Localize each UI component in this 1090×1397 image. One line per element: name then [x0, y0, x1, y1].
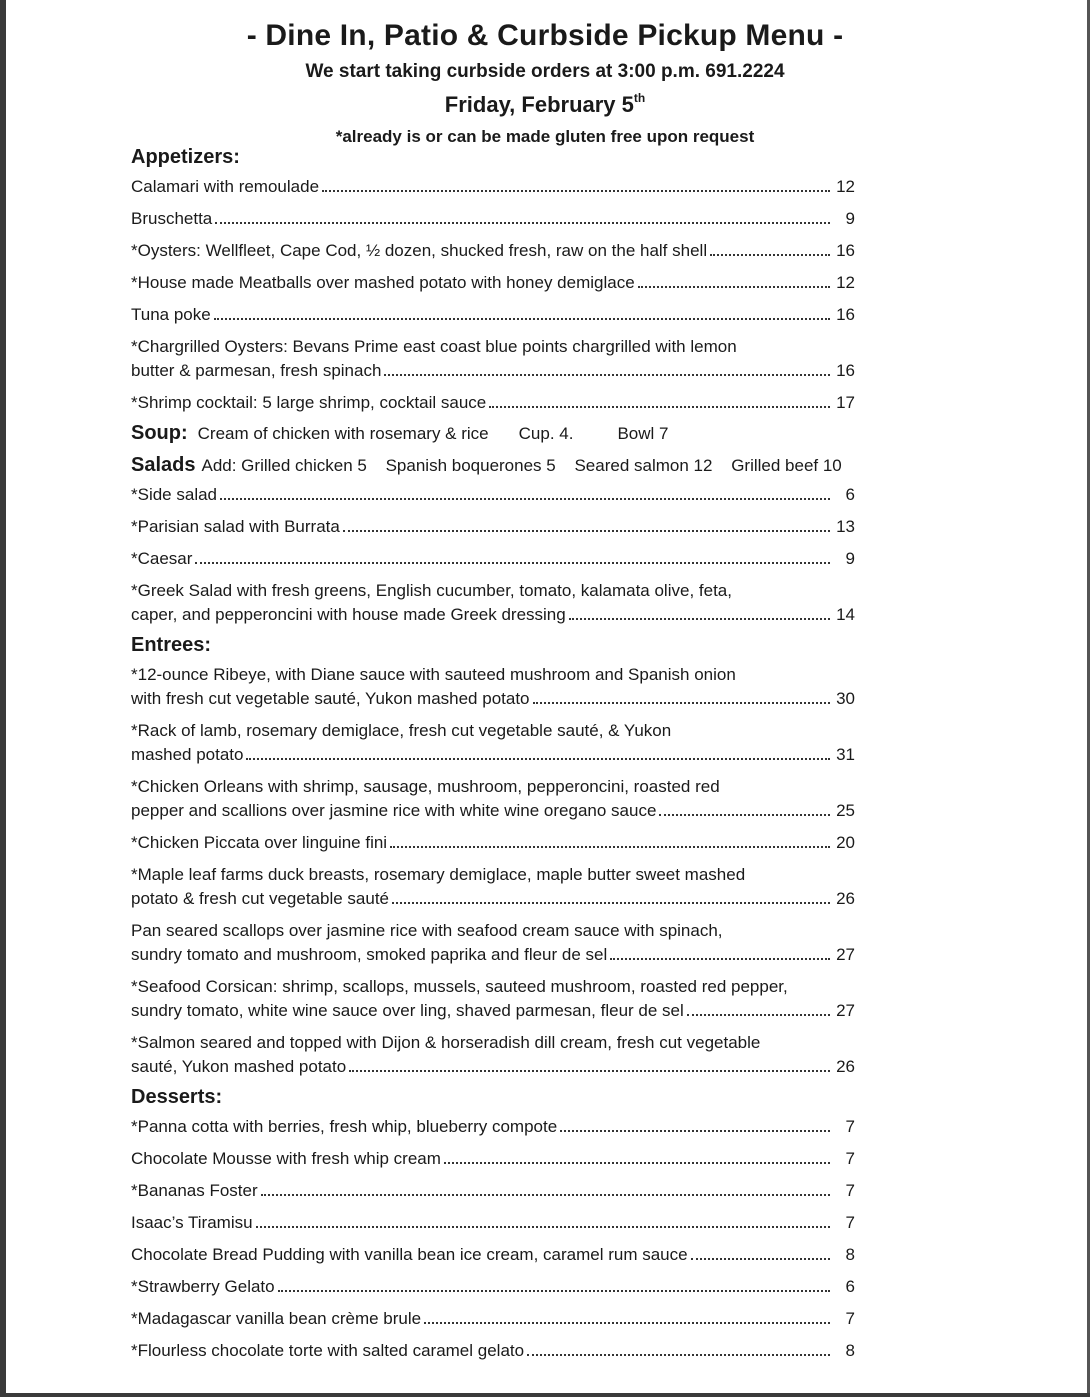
menu-item-row [131, 359, 855, 383]
menu-item-price: 7 [845, 1149, 855, 1168]
menu-item-price: 6 [845, 485, 855, 504]
menu-item-row [131, 687, 855, 711]
menu-item-text: sundry tomato, white wine sauce over ling, shaved parmesan, fleur de sel [131, 1001, 684, 1020]
menu-item-text: Calamari with remoulade [131, 177, 320, 196]
menu-item-price: 16 [836, 361, 855, 380]
dot-leader [261, 1193, 830, 1196]
menu-item-price: 12 [836, 177, 855, 196]
dot-leader [691, 1257, 830, 1260]
menu-item-text: *Panna cotta with berries, fresh whip, blueberry compote [131, 1117, 558, 1136]
menu-item-row [131, 483, 855, 507]
menu-item [131, 919, 855, 967]
dot-leader [390, 845, 830, 848]
menu-item-text: Chocolate Bread Pudding with vanilla bean ice cream, caramel rum sauce [131, 1245, 688, 1264]
dot-leader [349, 1069, 830, 1072]
menu-item [131, 775, 855, 823]
menu-item-price: 16 [836, 241, 855, 260]
dot-leader [533, 701, 830, 704]
menu-item-row [131, 1243, 855, 1267]
desserts-list [131, 1115, 855, 1363]
menu-date-suffix: th [633, 91, 646, 105]
menu-item-row [131, 831, 855, 855]
gluten-free-note: *already is or can be made gluten free upon request [335, 127, 755, 146]
menu-item-text: *12-ounce Ribeye, with Diane sauce with sauteed mushroom and Spanish onion [131, 665, 736, 684]
menu-item-text: *Maple leaf farms duck breasts, rosemary demiglace, maple butter sweet mashed [131, 865, 746, 884]
menu-item-text: *Chicken Orleans with shrimp, sausage, mushroom, pepperoncini, roasted red [131, 777, 720, 796]
menu-item-text: *Seafood Corsican: shrimp, scallops, mussels, sauteed mushroom, roasted red pepper, [131, 977, 788, 996]
menu-item-row [131, 603, 855, 627]
menu-item-row [131, 1307, 855, 1331]
menu-item [131, 547, 855, 571]
curbside-note: We start taking curbside orders at 3:00 p.m. 691.2224 [305, 61, 785, 82]
menu-date-text: Friday, February 5 [444, 92, 634, 117]
menu-item [131, 975, 855, 1023]
menu-item-price: 14 [836, 605, 855, 624]
menu-item-text: Bruschetta [131, 209, 213, 228]
menu-item [131, 1031, 855, 1079]
menu-item-text: *House made Meatballs over mashed potato with honey demiglace [131, 273, 635, 292]
menu-item-price: 8 [845, 1341, 855, 1360]
menu-item [131, 271, 855, 295]
salad-add-on: Grilled beef 10 [731, 456, 842, 475]
menu-item-text: *Salmon seared and topped with Dijon & horseradish dill cream, fresh cut vegetable [131, 1033, 761, 1052]
menu-item-row [131, 943, 855, 967]
frame-bottom-border [0, 1393, 1090, 1397]
dot-leader [687, 1013, 830, 1016]
soup-cup-price: Cup. 4. [518, 424, 574, 443]
appetizers-list [131, 175, 855, 415]
menu-item-row [131, 999, 855, 1023]
menu-body [131, 143, 855, 1363]
salads-heading: Salads [131, 454, 196, 476]
dot-leader [256, 1225, 830, 1228]
entrees-heading: Entrees: [131, 634, 212, 656]
menu-item-row [131, 303, 855, 327]
menu-item-text: with fresh cut vegetable sauté, Yukon mashed potato [131, 689, 530, 708]
dot-leader [444, 1161, 830, 1164]
menu-item [131, 579, 855, 627]
soup-section [131, 419, 855, 447]
dot-leader [638, 285, 830, 288]
menu-item-row [131, 1179, 855, 1203]
entrees-list [131, 663, 855, 1079]
menu-item-text: sauté, Yukon mashed potato [131, 1057, 347, 1076]
dot-leader [384, 373, 830, 376]
menu-item-text: *Madagascar vanilla bean crème brule [131, 1309, 422, 1328]
dot-leader [214, 317, 830, 320]
menu-item-row [131, 1339, 855, 1363]
menu-item-text: *Chicken Piccata over linguine fini [131, 833, 388, 852]
menu-item-row [131, 1211, 855, 1235]
menu-item-price: 25 [836, 801, 855, 820]
menu-item [131, 663, 855, 711]
salad-add-on: Add: Grilled chicken 5 [201, 456, 367, 475]
menu-item [131, 1243, 855, 1267]
menu-item-text: potato & fresh cut vegetable sauté [131, 889, 390, 908]
menu-item-text: caper, and pepperoncini with house made Greek dressing [131, 605, 566, 624]
menu-item [131, 391, 855, 415]
menu-item-text: pepper and scallions over jasmine rice with white wine oregano sauce [131, 801, 657, 820]
menu-item-text: *Rack of lamb, rosemary demiglace, fresh cut vegetable sauté, & Yukon [131, 721, 672, 740]
menu-item-text: *Shrimp cocktail: 5 large shrimp, cocktail sauce [131, 393, 487, 412]
dot-leader [215, 221, 830, 224]
dot-leader [710, 253, 830, 256]
menu-item [131, 303, 855, 327]
menu-item-text: Isaac’s Tiramisu [131, 1213, 253, 1232]
menu-item-row [131, 1147, 855, 1171]
desserts-heading: Desserts: [131, 1086, 223, 1108]
dot-leader [195, 561, 830, 564]
menu-title: - Dine In, Patio & Curbside Pickup Menu - [246, 19, 844, 52]
menu-item-row [131, 391, 855, 415]
menu-item-price: 30 [836, 689, 855, 708]
salads-list [131, 483, 855, 627]
appetizers-heading: Appetizers: [131, 146, 240, 168]
menu-item-row [131, 271, 855, 295]
soup-bowl-price: Bowl 7 [617, 424, 669, 443]
salad-add-ons [201, 453, 841, 479]
menu-item-text: *Flourless chocolate torte with salted caramel gelato [131, 1341, 525, 1360]
menu-item-text: mashed potato [131, 745, 244, 764]
menu-item-price: 7 [845, 1309, 855, 1328]
menu-item-row [131, 239, 855, 263]
menu-item-price: 7 [845, 1181, 855, 1200]
menu-item-price: 17 [836, 393, 855, 412]
menu-item-text: butter & parmesan, fresh spinach [131, 361, 382, 380]
menu-item-price: 9 [845, 209, 855, 228]
menu-item-price: 20 [836, 833, 855, 852]
menu-item [131, 831, 855, 855]
menu-item-text: *Oysters: Wellfleet, Cape Cod, ½ dozen, shucked fresh, raw on the half shell [131, 241, 708, 260]
menu-item [131, 239, 855, 263]
menu-item-row [131, 207, 855, 231]
menu-item [131, 207, 855, 231]
dot-leader [278, 1289, 830, 1292]
menu-item-price: 7 [845, 1213, 855, 1232]
dot-leader [560, 1129, 830, 1132]
menu-item-text: *Caesar [131, 549, 193, 568]
frame-left-border [0, 0, 6, 1397]
menu-item-row [131, 799, 855, 823]
menu-item-price: 9 [845, 549, 855, 568]
dot-leader [569, 617, 830, 620]
menu-item-row [131, 1275, 855, 1299]
menu-item-row [131, 515, 855, 539]
menu-item [131, 1211, 855, 1235]
menu-item [131, 1307, 855, 1331]
menu-item-text: *Bananas Foster [131, 1181, 258, 1200]
menu-item-price: 7 [845, 1117, 855, 1136]
menu-item-price: 27 [836, 1001, 855, 1020]
menu-item-text: Tuna poke [131, 305, 211, 324]
menu-item-price: 12 [836, 273, 855, 292]
soup-heading: Soup: [131, 422, 188, 444]
soup-description: Cream of chicken with rosemary & rice [197, 424, 489, 443]
salads-section [131, 451, 855, 479]
dot-leader [392, 901, 830, 904]
menu-item-price: 31 [836, 745, 855, 764]
menu-item-text: Pan seared scallops over jasmine rice with seafood cream sauce with spinach, [131, 921, 723, 940]
menu-item-row [131, 743, 855, 767]
menu-item-text: sundry tomato and mushroom, smoked paprika and fleur de sel [131, 945, 608, 964]
dot-leader [343, 529, 830, 532]
menu-item-row [131, 1055, 855, 1079]
menu-item [131, 1275, 855, 1299]
menu-item-text: *Parisian salad with Burrata [131, 517, 340, 536]
dot-leader [659, 813, 830, 816]
dot-leader [424, 1321, 830, 1324]
menu-item-row [131, 547, 855, 571]
dot-leader [246, 757, 830, 760]
menu-item [131, 1179, 855, 1203]
salad-add-on: Seared salmon 12 [574, 456, 713, 475]
menu-item [131, 335, 855, 383]
dot-leader [489, 405, 830, 408]
menu-item-text: *Chargrilled Oysters: Bevans Prime east coast blue points chargrilled with lemon [131, 337, 737, 356]
menu-item-text: *Side salad [131, 485, 218, 504]
menu-item [131, 863, 855, 911]
menu-item-price: 26 [836, 1057, 855, 1076]
menu-item [131, 1115, 855, 1139]
menu-item-row [131, 175, 855, 199]
menu-item-text: *Strawberry Gelato [131, 1277, 275, 1296]
dot-leader [610, 957, 830, 960]
menu-item-row [131, 1115, 855, 1139]
menu-item-text: *Greek Salad with fresh greens, English cucumber, tomato, kalamata olive, feta, [131, 581, 732, 600]
menu-item-price: 8 [845, 1245, 855, 1264]
menu-item-price: 13 [836, 517, 855, 536]
menu-item-price: 6 [845, 1277, 855, 1296]
menu-item [131, 483, 855, 507]
menu-item [131, 1339, 855, 1363]
menu-header [0, 16, 1090, 148]
dot-leader [220, 497, 830, 500]
menu-item-price: 26 [836, 889, 855, 908]
dot-leader [527, 1353, 830, 1356]
menu-item-text: Chocolate Mousse with fresh whip cream [131, 1149, 441, 1168]
salad-add-on: Spanish boquerones 5 [385, 456, 556, 475]
menu-item-price: 16 [836, 305, 855, 324]
menu-item [131, 1147, 855, 1171]
menu-item [131, 719, 855, 767]
menu-date [0, 85, 1090, 118]
dot-leader [322, 189, 830, 192]
menu-item-row [131, 887, 855, 911]
menu-item-price: 27 [836, 945, 855, 964]
menu-item [131, 515, 855, 539]
menu-item [131, 175, 855, 199]
